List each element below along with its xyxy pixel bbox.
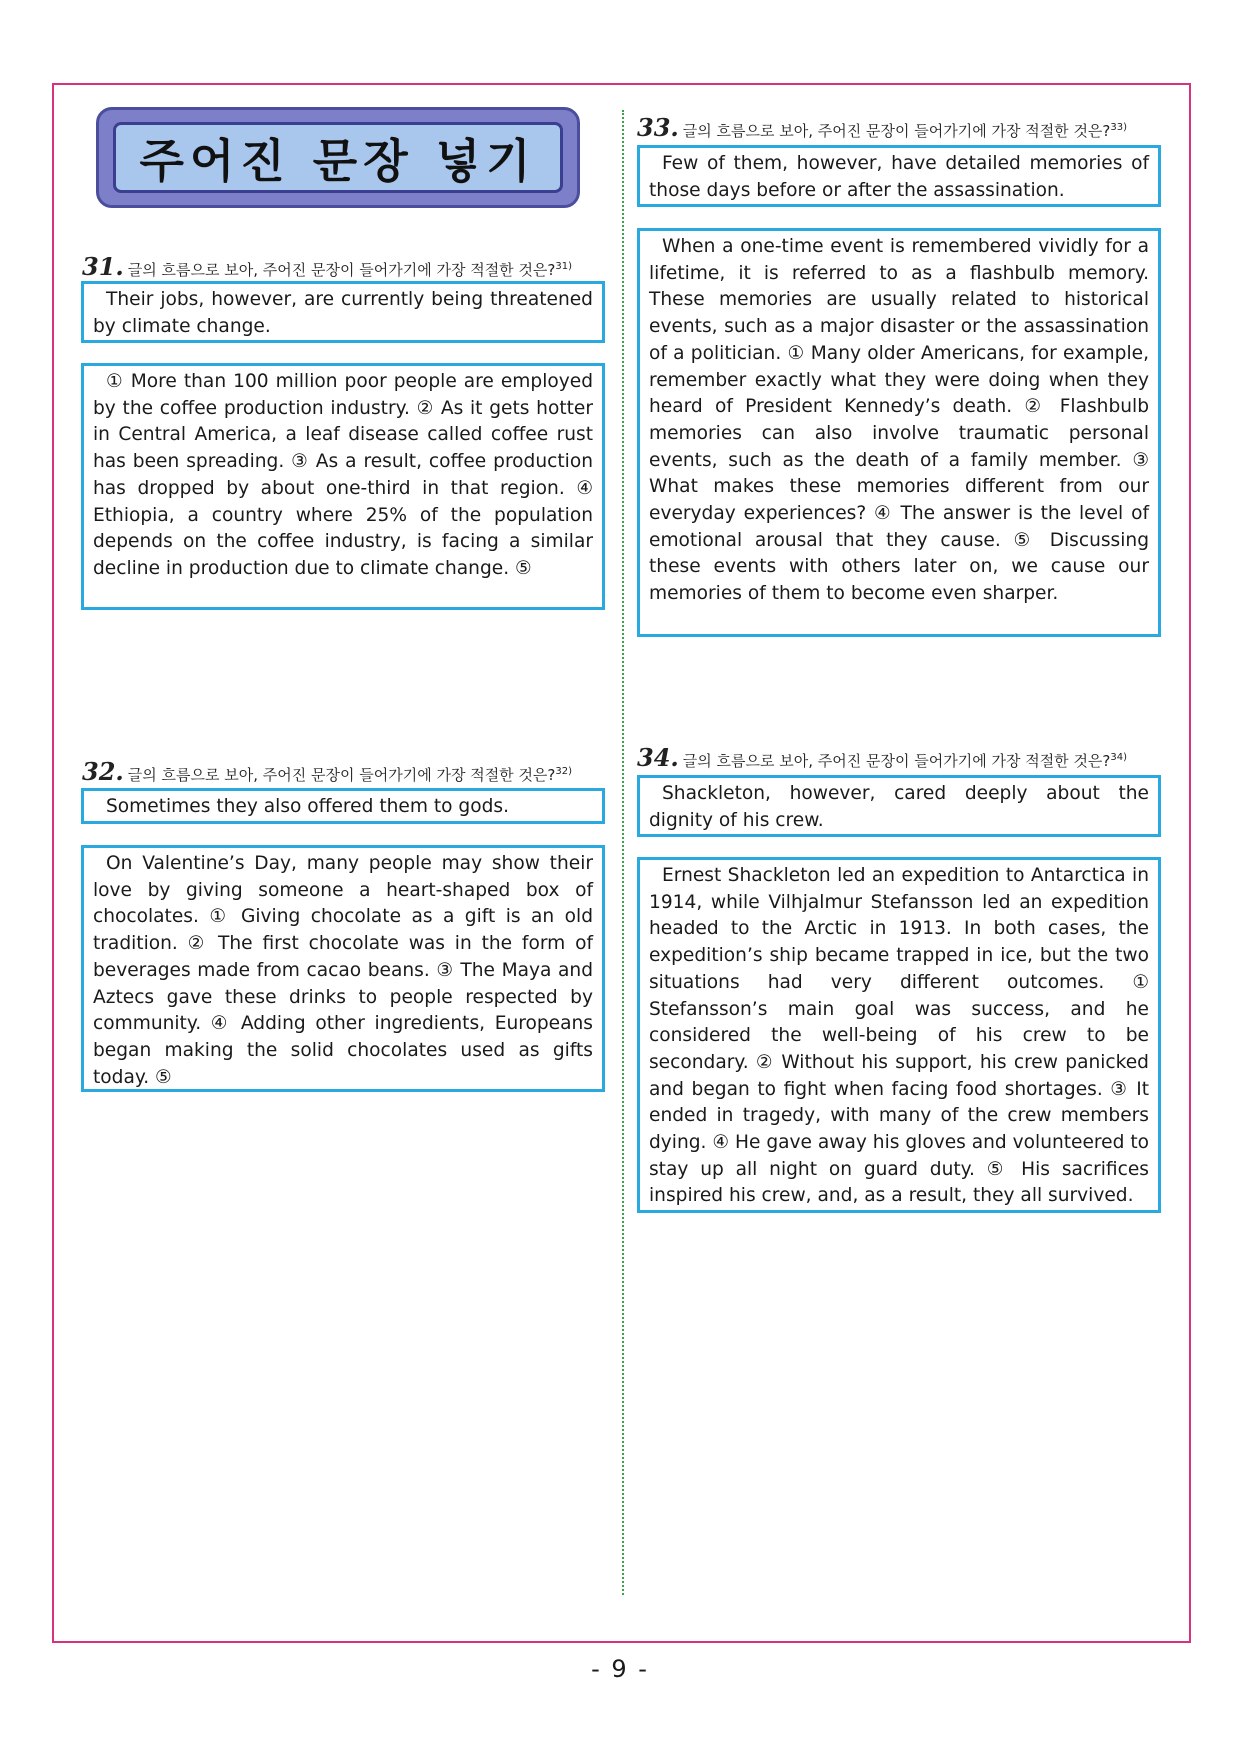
question-number: 32. bbox=[82, 757, 124, 786]
question-32-header bbox=[82, 757, 572, 786]
question-prompt: 글의 흐름으로 보아, 주어진 문장이 들어가기에 가장 적절한 것은? bbox=[682, 752, 1111, 770]
question-33-header bbox=[637, 113, 1127, 142]
question-31-given-sentence: Their jobs, however, are currently being threatened by climate change. bbox=[81, 281, 605, 343]
footnote-ref: 31) bbox=[555, 261, 573, 272]
question-32-passage: On Valentine’s Day, many people may show their love by giving someone a heart-shaped box of chocolates. ① Giving chocolate as a gift is an old tradition. ② The first chocolate was in the form of beverages made from cacao beans. ③ The Maya and Aztecs gave these drinks to people respected by community. ④ Adding other ingredients, Europeans began making the solid chocolates used as gifts today. ⑤ bbox=[81, 845, 605, 1092]
footnote-ref: 32) bbox=[555, 766, 573, 777]
question-34-passage: Ernest Shackleton led an expedition to Antarctica in 1914, while Vilhjalmur Stefansson led an expedition headed to the Arctic in 1913. In both cases, the expedition’s ship became trapped in ice, but the two situations had very different outcomes. ① Stefansson’s main goal was success, and he considered the well-being of his crew to be secondary. ② Without his support, his crew panicked and began to fight when facing food shortages. ③ It ended in tragedy, with many of the crew members dying. ④ He gave away his gloves and volunteered to stay up all night on guard duty. ⑤ His sacrifices inspired his crew, and, as a result, they all survived. bbox=[637, 857, 1161, 1213]
title-banner bbox=[96, 107, 580, 208]
title-banner-inner bbox=[113, 122, 563, 193]
question-number: 34. bbox=[637, 743, 679, 772]
question-31-header bbox=[82, 252, 572, 281]
question-prompt: 글의 흐름으로 보아, 주어진 문장이 들어가기에 가장 적절한 것은? bbox=[127, 766, 556, 784]
question-31-passage: ① More than 100 million poor people are employed by the coffee production industry. ② As it gets hotter in Central America, a leaf disease called coffee rust has been spreading. ③ As a result, coffee production has dropped by about one-third in that region. ④ Ethiopia, a country where 25% of the population depends on the coffee industry, is facing a similar decline in production due to climate change. ⑤ bbox=[81, 363, 605, 610]
question-number: 31. bbox=[82, 252, 124, 281]
question-prompt: 글의 흐름으로 보아, 주어진 문장이 들어가기에 가장 적절한 것은? bbox=[127, 261, 556, 279]
question-33-given-sentence: Few of them, however, have detailed memories of those days before or after the assassination. bbox=[637, 145, 1161, 207]
question-prompt: 글의 흐름으로 보아, 주어진 문장이 들어가기에 가장 적절한 것은? bbox=[682, 122, 1111, 140]
question-34-given-sentence: Shackleton, however, cared deeply about the dignity of his crew. bbox=[637, 775, 1161, 837]
column-divider bbox=[622, 110, 624, 1595]
footnote-ref: 34) bbox=[1110, 752, 1128, 763]
footnote-ref: 33) bbox=[1110, 122, 1128, 133]
page-number: - 9 - bbox=[591, 1655, 649, 1683]
question-32-given-sentence: Sometimes they also offered them to gods. bbox=[81, 788, 605, 824]
question-number: 33. bbox=[637, 113, 679, 142]
question-33-passage: When a one-time event is remembered vividly for a lifetime, it is referred to as a flashbulb memory. These memories are usually related to historical events, such as a major disaster or the assassination of a politician. ① Many older Americans, for example, remember exactly what they were doing when they heard of President Kennedy’s death. ② Flashbulb memories can also involve traumatic personal events, such as the death of a family member. ③ What makes these memories different from our everyday experiences? ④ The answer is the level of emotional arousal that they cause. ⑤ Discussing these events with others later on, we cause our memories of them to become even sharper. bbox=[637, 228, 1161, 637]
question-34-header bbox=[637, 743, 1127, 772]
page-title: 주어진 문장 넣기 bbox=[139, 133, 537, 188]
